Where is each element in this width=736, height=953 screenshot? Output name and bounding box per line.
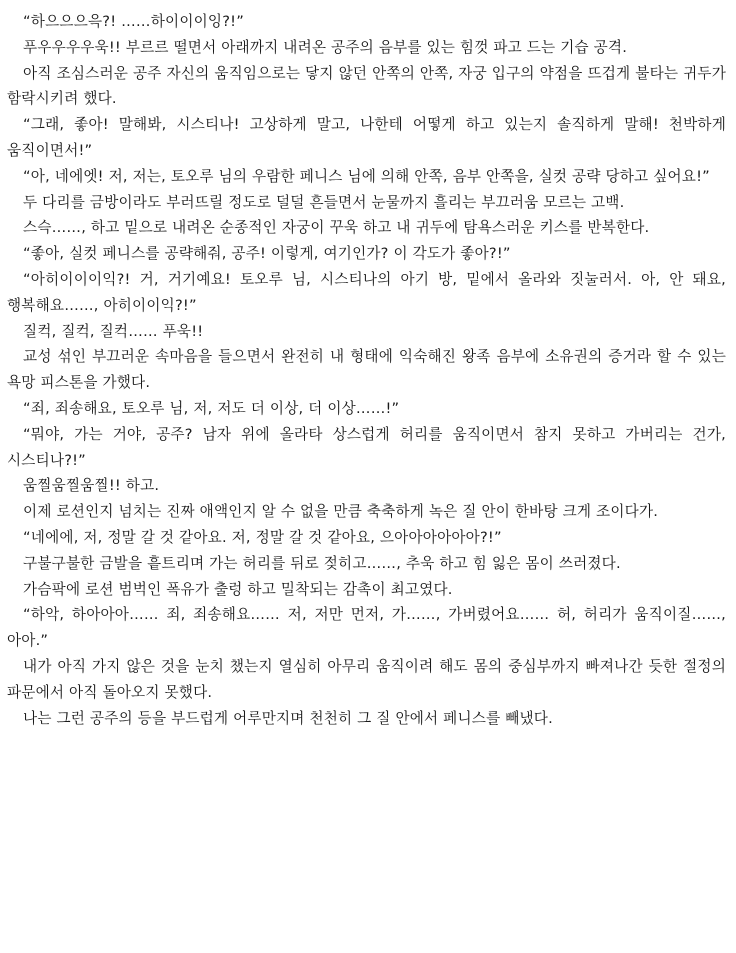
paragraph: 푸우우우우욱!! 부르르 떨면서 아래까지 내려온 공주의 음부를 있는 힘껏 파고 드는 기습 공격.	[23, 38, 628, 56]
paragraph: 두 다리를 금방이라도 부러뜨릴 정도로 덜덜 흔들면서 눈물까지 흘리는 부끄러움 모르는 고백.	[23, 193, 625, 211]
paragraph: 교성 섞인 부끄러운 속마음을 들으면서 완전히 내 형태에 익숙해진 왕족 음부에 소유권의 증거라 할 수 있는 욕망 피스톤을 가했다.	[7, 348, 726, 392]
paragraph: 이제 로션인지 넘치는 진짜 애액인지 알 수 없을 만큼 축축하게 녹은 질 안이 한바탕 크게 조이다가.	[23, 503, 659, 521]
paragraph: 아직 조심스러운 공주 자신의 움직임으로는 닿지 않던 안쪽의 안쪽, 자궁 입구의 약점을 뜨겁게 불타는 귀두가 함락시키려 했다.	[7, 64, 726, 108]
paragraph: “아히이이이익?! 거, 거기예요! 토오루 님, 시스티나의 아기 방, 밑에서 올라와 짓눌러서. 아, 안 돼요, 행복해요……, 아히이이익?!”	[7, 270, 726, 314]
paragraph: 스슥……, 하고 밑으로 내려온 순종적인 자궁이 꾸욱 하고 내 귀두에 탐욕스러운 키스를 반복한다.	[23, 219, 650, 237]
paragraph: “네에에, 저, 정말 갈 것 같아요. 저, 정말 갈 것 같아요, 으아아아아아아?!”	[23, 528, 502, 546]
paragraph: “하악, 하아아아…… 죄, 죄송해요…… 저, 저만 먼저, 가……, 가버렸어요…… 허, 허리가 움직이질……, 아아.”	[7, 606, 726, 650]
paragraph: 나는 그런 공주의 등을 부드럽게 어루만지며 천천히 그 질 안에서 페니스를 빼냈다.	[23, 709, 553, 727]
paragraph: “아, 네에엣! 저, 저는, 토오루 님의 우람한 페니스 님에 의해 안쪽, 음부 안쪽을, 실컷 공략 당하고 싶어요!”	[23, 167, 710, 185]
paragraph: “죄, 죄송해요, 토오루 님, 저, 저도 더 이상, 더 이상……!”	[23, 399, 400, 417]
paragraph: “뭐야, 가는 거야, 공주? 남자 위에 올라타 상스럽게 허리를 움직이면서 참지 못하고 가버리는 건가, 시스티나?!”	[7, 425, 726, 469]
paragraph: 움찔움찔움찔!! 하고.	[23, 477, 160, 495]
paragraph: 구불구불한 금발을 흩트리며 가는 허리를 뒤로 젖히고……, 추욱 하고 힘 잃은 몸이 쓰러졌다.	[23, 554, 621, 572]
paragraph: “좋아, 실컷 페니스를 공략해줘, 공주! 이렇게, 여기인가? 이 각도가 좋아?!”	[23, 245, 511, 263]
paragraph: “그래, 좋아! 말해봐, 시스티나! 고상하게 말고, 나한테 어떻게 하고 있는지 솔직하게 말해! 천박하게 움직이면서!”	[7, 116, 726, 159]
paragraph: 질컥, 질컥, 질컥…… 푸욱!!	[23, 322, 204, 340]
paragraph: 내가 아직 가지 않은 것을 눈치 챘는지 열심히 아무리 움직이려 해도 몸의 중심부까지 빠져나간 듯한 절정의 파문에서 아직 돌아오지 못했다.	[7, 657, 726, 701]
paragraph: 가슴팍에 로션 범벅인 폭유가 출렁 하고 밀착되는 감촉이 최고였다.	[23, 580, 453, 598]
paragraph: “하으으으윽?! ……하이이이잉?!”	[23, 13, 244, 30]
